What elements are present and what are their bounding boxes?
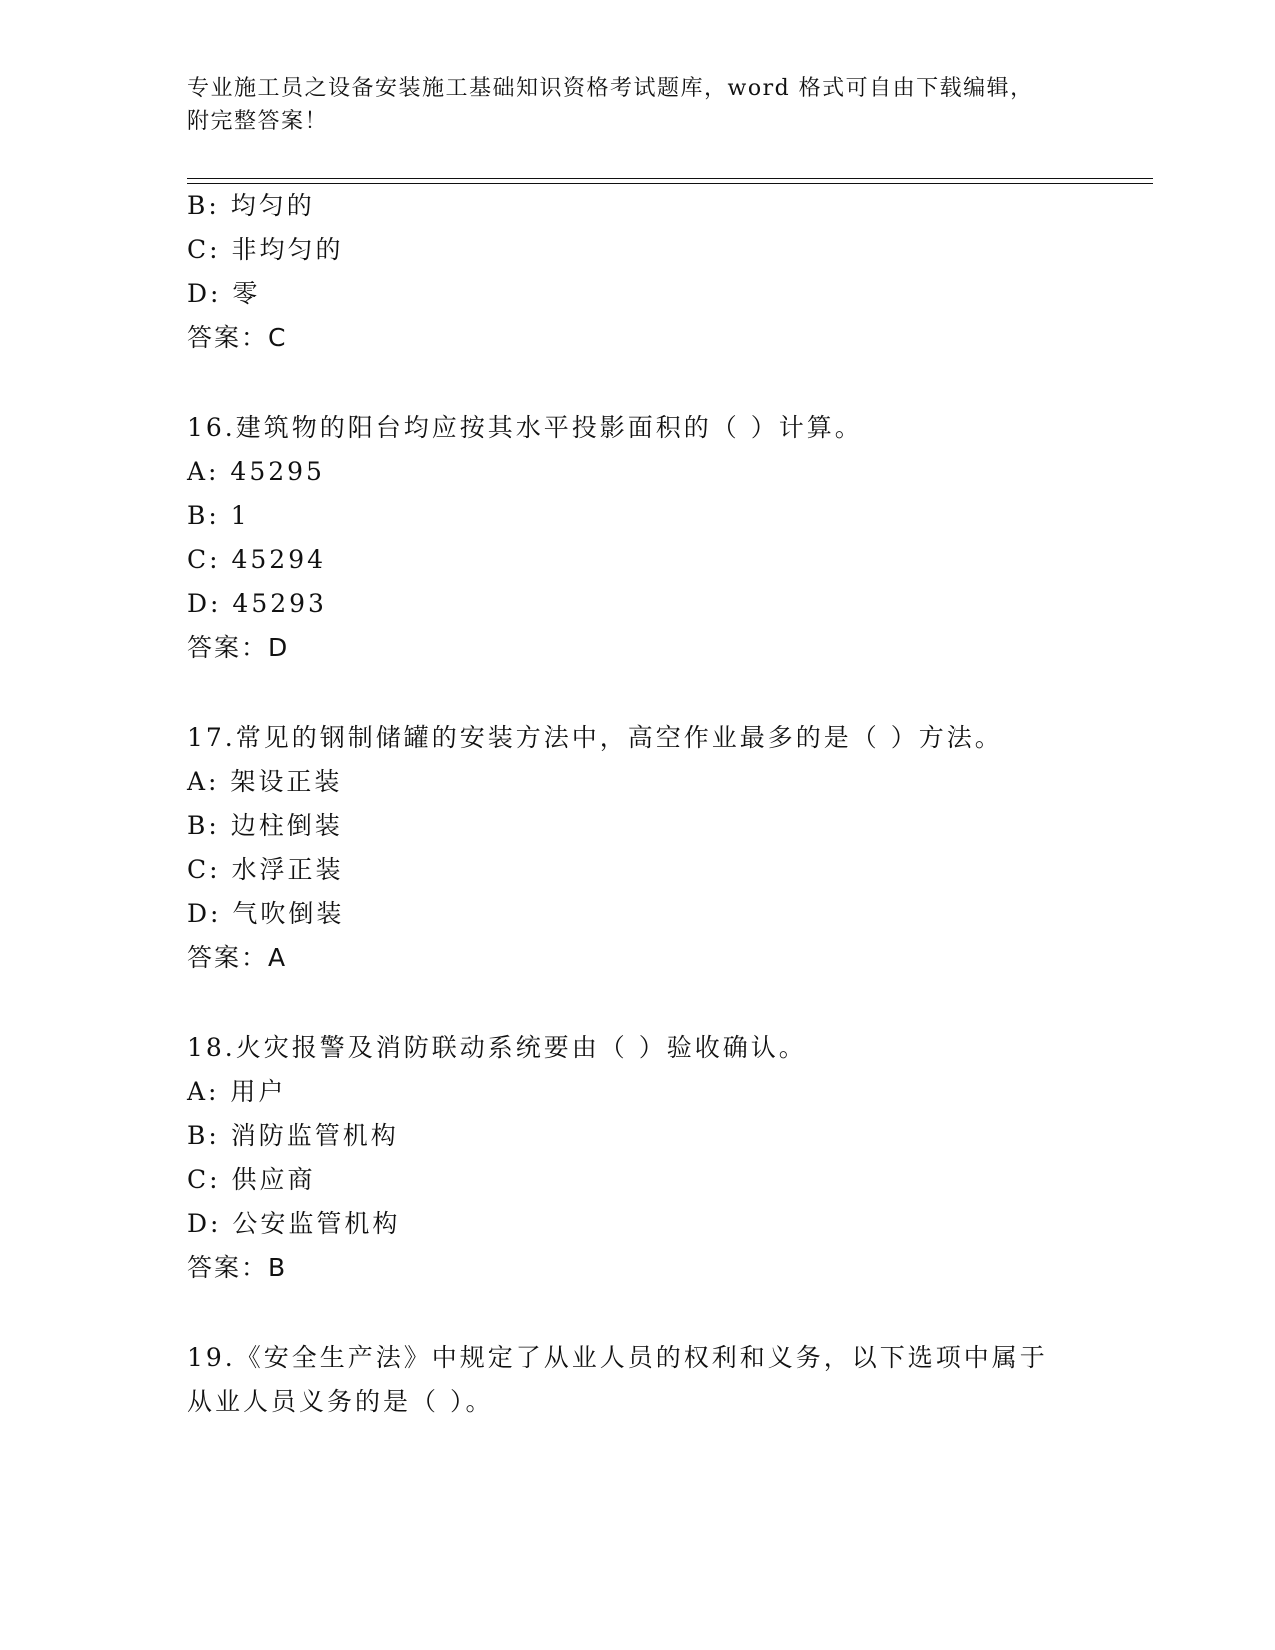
q15-option-c: C: 非均匀的 (187, 235, 344, 264)
q17-option-a: A: 架设正装 (187, 767, 343, 796)
q16-question: 16.建筑物的阳台均应按其水平投影面积的（ ）计算。 (187, 413, 863, 442)
q17-option-d: D: 气吹倒装 (187, 899, 345, 928)
q18-option-b: B: 消防监管机构 (187, 1121, 399, 1150)
q16-option-b: B: 1 (187, 501, 250, 530)
q19-question-line-1: 19.《安全生产法》中规定了从业人员的权利和义务，以下选项中属于 (187, 1343, 1048, 1372)
q18-question: 18.火灾报警及消防联动系统要由（ ）验收确认。 (187, 1033, 807, 1062)
header-divider-bottom (187, 183, 1153, 184)
header-line-1: 专业施工员之设备安装施工基础知识资格考试题库，word 格式可自由下载编辑， (187, 76, 1034, 101)
document-header (187, 72, 1067, 138)
q18-option-c: C: 供应商 (187, 1165, 316, 1194)
q18-option-d: D: 公安监管机构 (187, 1209, 401, 1238)
q17-option-c: C: 水浮正装 (187, 855, 344, 884)
q17-answer: 答案：A (187, 943, 288, 972)
q18-answer: 答案：B (187, 1253, 288, 1282)
q15-answer: 答案：C (187, 323, 288, 352)
q15-option-d: D: 零 (187, 279, 261, 308)
q16-option-d: D: 45293 (187, 589, 327, 618)
q19-question-line-2: 从业人员义务的是（ ）。 (187, 1387, 494, 1416)
q18-option-a: A: 用户 (187, 1077, 287, 1106)
header-divider-top (187, 178, 1153, 179)
q15-option-b: B: 均匀的 (187, 191, 315, 220)
q17-option-b: B: 边柱倒装 (187, 811, 343, 840)
q17-question: 17.常见的钢制储罐的安装方法中，高空作业最多的是（ ）方法。 (187, 723, 1003, 752)
q16-answer: 答案：D (187, 633, 290, 662)
q16-option-a: A: 45295 (187, 457, 325, 486)
q16-option-c: C: 45294 (187, 545, 327, 574)
header-line-2: 附完整答案！ (187, 109, 329, 134)
